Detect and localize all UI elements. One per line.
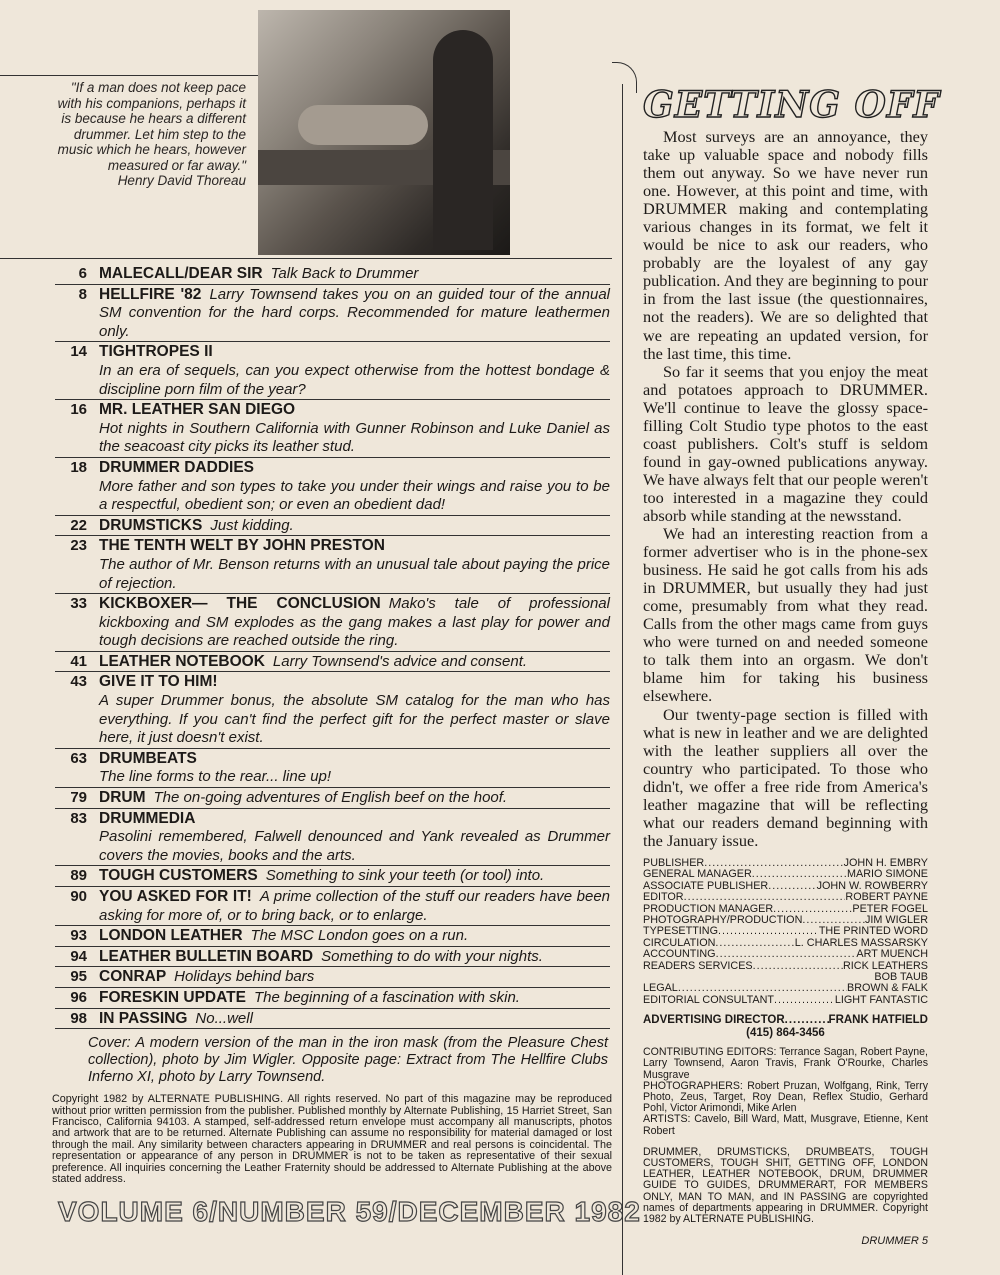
toc-title: GIVE IT TO HIM! — [99, 673, 218, 691]
toc-description: A super Drummer bonus, the absolute SM catalog for the man who has everything. If you can't find the perfect gift for the perfect master or slave here, it just doesn't exist. — [99, 692, 610, 747]
article-paragraph: We had an interesting reaction from a former advertiser who is in the phone-sex business. He said he got calls from his ads in DRUMMER, but usually they had just come, presumably from what they read. Calls from the other mags came from guys who were turned on and needed someone to talk them into an orgasm. We don't blame him for taking his business elsewhere. — [643, 524, 928, 706]
photo-man — [433, 30, 493, 250]
advertising-role: ADVERTISING DIRECTOR — [643, 1014, 785, 1027]
toc-entry — [55, 750, 610, 788]
toc-entry-body — [99, 750, 610, 787]
toc-description: The author of Mr. Benson returns with an unusual tale about paying the price of rejection. — [99, 555, 610, 592]
toc-description: More father and son types to take you under their wings and raise you to be a respectful, obedient son; or even an obedient dad! — [99, 477, 610, 514]
toc-description: Just kidding. — [210, 516, 294, 534]
article-paragraph: Our twenty-page section is filled with what is new in leather and we are delighted with the leather suppliers all over the country who participated. To those who didn't, we offer a free ride from America's leather magazine that will be reflecting what our readers demand beginning with the January issue. — [643, 704, 928, 850]
toc-entry-body — [99, 948, 610, 967]
toc-description: A prime collection of the stuff our readers have been asking for more of, or to bring back, or to enlarge. — [99, 888, 610, 924]
toc-title: KICKBOXER— THE CONCLUSION — [99, 595, 381, 613]
table-of-contents — [55, 265, 610, 1029]
toc-description: Mako's tale of professional kickboxing and SM explodes as the gang makes a last play for power and tough decisions are reached outside the ring. — [99, 595, 610, 650]
toc-entry-body — [99, 1010, 610, 1029]
dot-leader — [785, 1014, 829, 1027]
toc-page-number: 79 — [70, 789, 87, 807]
toc-page-number: 98 — [70, 1009, 87, 1027]
toc-entry — [55, 265, 610, 285]
toc-entry-body — [99, 286, 610, 342]
copyright-notice: Copyright 1982 by ALTERNATE PUBLISHING. All rights reserved. No part of this magazine may be reproduced without prior written permission from the publisher. Published monthly by Alternate Publishing, 15 Harriet Street, San Francisco, California 94103. A stamped, self-addressed return envelope must accompany all manuscripts, photos and artwork that are to be returned. Alternate Publishing can assume no responsibility for material damaged or lost through the mail. Any similarity between characters appearing in DRUMMER and real persons is coincidental. The representation or appearance of any person in DRUMMER is not to be taken as representative of their sexual preference. All inquiries concerning the Leather Fraternity should be addressed to Alternate Publishing at the above stated address. — [52, 1093, 612, 1185]
article-headline: GETTING OFF — [643, 84, 940, 126]
toc-entry-body — [99, 810, 610, 866]
toc-entry-body — [99, 517, 610, 536]
toc-page-number: 94 — [70, 947, 87, 965]
masthead-role: CIRCULATION — [643, 936, 716, 949]
toc-entry-body — [99, 673, 610, 747]
toc-entry — [55, 810, 610, 867]
toc-title: LEATHER NOTEBOOK — [99, 652, 265, 670]
toc-entry — [55, 927, 610, 947]
toc-entry — [55, 989, 610, 1009]
toc-entry-body — [99, 459, 610, 515]
toc-page-number: 23 — [70, 537, 87, 555]
toc-description: Pasolini remembered, Falwell denounced and Yank revealed as Drummer covers the movies, books and the arts. — [99, 828, 610, 864]
right-column — [622, 84, 948, 1275]
contributors — [643, 1047, 928, 1137]
toc-page-number: 18 — [70, 458, 87, 476]
contributor-list: ARTISTS: Cavelo, Bill Ward, Matt, Musgrave, Etienne, Kent Robert — [643, 1113, 928, 1137]
toc-description: Something to sink your teeth (or tool) into. — [265, 867, 545, 885]
toc-title: LEATHER BULLETIN BOARD — [99, 947, 314, 965]
toc-title: CONRAP — [99, 968, 167, 986]
masthead-role: LEGAL — [643, 982, 678, 995]
toc-entry-body — [99, 653, 610, 672]
toc-page-number: 90 — [70, 888, 87, 905]
toc-entry-body — [99, 265, 610, 284]
toc-entry — [55, 401, 610, 458]
toc-description: Talk Back to Drummer — [270, 265, 419, 282]
toc-page-number: 83 — [70, 809, 87, 827]
toc-page-number: 22 — [70, 516, 87, 534]
advertising-phone: (415) 864-3456 — [746, 1026, 825, 1039]
dot-leader — [718, 926, 819, 937]
masthead-row — [643, 926, 928, 937]
masthead-role: EDITOR — [643, 891, 684, 904]
toc-description: Something to do with your nights. — [321, 947, 543, 965]
masthead-row — [643, 949, 928, 960]
toc-page-number: 14 — [70, 343, 87, 361]
toc-page-number: 43 — [70, 673, 87, 691]
toc-entry — [55, 948, 610, 968]
toc-title: MR. LEATHER SAN DIEGO — [99, 401, 296, 419]
advertising-name: FRANK HATFIELD — [828, 1014, 928, 1027]
toc-description: Larry Townsend's advice and consent. — [272, 652, 528, 670]
toc-page-number: 16 — [70, 401, 87, 419]
toc-entry — [55, 867, 610, 887]
masthead-name: ROBERT PAYNE — [845, 891, 928, 904]
toc-entry-body — [99, 968, 610, 987]
dot-leader — [768, 881, 816, 892]
article-paragraph: So far it seems that you enjoy the meat and potatoes approach to DRUMMER. We'll continue to leave the glossy space-filling Colt Studio type photos to the east coast publishers. Colt's stuff is seldom found in gay-owned publications anyway. We have always felt that our people weren't too interested in a magazine they could absorb while standing at the newsstand. — [643, 361, 928, 525]
toc-entry-body — [99, 927, 610, 946]
toc-page-number: 96 — [70, 988, 87, 1006]
masthead-name: JOHN W. ROWBERRY — [816, 879, 928, 892]
dot-leader — [716, 949, 857, 960]
contents-header — [0, 0, 612, 259]
toc-entry-body — [99, 789, 610, 808]
masthead-name: LIGHT FANTASTIC — [834, 993, 928, 1006]
toc-title: DRUMMER DADDIES — [99, 458, 254, 476]
toc-description: The on-going adventures of English beef on the hoof. — [153, 789, 508, 807]
masthead-name: MARIO SIMONE — [847, 868, 928, 881]
toc-page-number: 41 — [70, 652, 87, 670]
toc-description: The line forms to the rear... line up! — [99, 768, 332, 786]
masthead-name: PETER FOGEL — [852, 902, 928, 915]
toc-title: MALECALL/DEAR SIR — [99, 265, 263, 282]
epigraph-text: "If a man does not keep pace with his companions, perhaps it is because he hears a different drummer. Let him step to the music which he hears, however measured or far away." — [57, 80, 246, 173]
toc-title: TIGHTROPES II — [99, 343, 213, 361]
toc-entry-body — [99, 595, 610, 651]
toc-entry-body — [99, 989, 610, 1008]
department-credits: DRUMMER, DRUMSTICKS, DRUMBEATS, TOUGH CUSTOMERS, TOUGH SHIT, GETTING OFF, LONDON LEATHER, LEATHER NOTEBOOK, DRUM, DRUMMER GUIDE TO GUIDES, DRUMMERART, FOR MEMBERS ONLY, MAN TO MAN, and IN PASSING are copyrighted names of departments appearing in DRUMMER. Copyright 1982 by ALTERNATE PUBLISHING. — [643, 1145, 928, 1225]
masthead-role: TYPESETTING — [643, 925, 718, 938]
toc-page-number: 89 — [70, 867, 87, 885]
masthead-name: JIM WIGLER — [865, 913, 928, 926]
toc-title: DRUMMEDIA — [99, 809, 196, 827]
masthead-role: ACCOUNTING — [643, 948, 716, 961]
photo — [258, 10, 510, 255]
article-body — [643, 128, 928, 850]
cover-note: Cover: A modern version of the man in the iron mask (from the Pleasure Chest collection), photo by Jim Wigler. Opposite page: Extract from The Hellfire Clubs Inferno XI, photo by Larry Townsend. — [88, 1035, 608, 1086]
toc-page-number: 33 — [70, 595, 87, 613]
toc-page-number: 63 — [70, 749, 87, 767]
contributor-list: PHOTOGRAPHERS: Robert Pruzan, Wolfgang, Rink, Terry Photo, Zeus, Target, Roy Dean, Reflex Studio, Gerhard Pohl, Victor Arimondi, Mike Arlen — [643, 1079, 928, 1115]
toc-entry-body — [99, 867, 610, 886]
page-folio: DRUMMER 5 — [861, 1235, 928, 1248]
article-paragraph: Most surveys are an annoyance, they take up valuable space and nobody fills them out anyway. So we have never run one. However, at this point and time, with DRUMMER making and contemplating various changes in its format, we felt it would be nice to ask our readers, who probably are the loyalest of any gay publication. And they are beginning to pour in from the last issue (the questionnaires, not the readers). We are so delighted that we are repeating an updated version, for the last time, this time. — [643, 127, 928, 363]
toc-title: DRUMSTICKS — [99, 516, 203, 534]
masthead-name: L. CHARLES MASSARSKY — [794, 936, 928, 949]
masthead-role: EDITORIAL CONSULTANT — [643, 993, 774, 1006]
volume-line: VOLUME 6/NUMBER 59/DECEMBER 1982 — [58, 1196, 641, 1228]
toc-description: Holidays behind bars — [174, 968, 315, 986]
dot-leader — [752, 869, 847, 880]
masthead-name: RICK LEATHERS — [843, 959, 928, 972]
toc-entry — [55, 343, 610, 400]
toc-description: Larry Townsend takes you on an guided tour of the annual SM convention for the hard corps. Recommended for mature leathermen only. — [99, 285, 610, 340]
dot-leader — [715, 938, 794, 949]
toc-title: HELLFIRE '82 — [99, 285, 202, 303]
masthead-name: THE PRINTED WORD — [818, 925, 928, 938]
toc-entry-body — [99, 343, 610, 399]
toc-entry — [55, 789, 610, 809]
toc-title: TOUGH CUSTOMERS — [99, 867, 258, 885]
toc-title: DRUM — [99, 789, 146, 807]
toc-page-number: 8 — [78, 285, 87, 303]
toc-description: The MSC London goes on a run. — [250, 927, 469, 945]
masthead-role: ASSOCIATE PUBLISHER — [643, 879, 769, 892]
toc-description: The beginning of a fascination with skin. — [253, 988, 520, 1006]
masthead-name: JOHN H. EMBRY — [843, 856, 928, 869]
masthead-role: PRODUCTION MANAGER — [643, 902, 774, 915]
masthead-row — [643, 892, 928, 903]
toc-entry — [55, 459, 610, 516]
toc-title: FORESKIN UPDATE — [99, 988, 246, 1006]
toc-title: THE TENTH WELT BY JOHN PRESTON — [99, 537, 385, 555]
toc-title: LONDON LEATHER — [99, 927, 243, 945]
masthead-name: ART MUENCH — [856, 948, 928, 961]
toc-entry — [55, 653, 610, 673]
masthead-role: GENERAL MANAGER — [643, 868, 752, 881]
toc-entry — [55, 537, 610, 594]
epigraph-author: Henry David Thoreau — [117, 173, 246, 188]
masthead — [643, 858, 928, 1039]
toc-entry-body — [99, 401, 610, 457]
toc-description: Hot nights in Southern California with Gunner Robinson and Luke Daniel as the seacoast city picks its leather stud. — [99, 419, 610, 456]
toc-title: DRUMBEATS — [99, 749, 197, 767]
toc-entry — [55, 968, 610, 988]
dot-leader — [684, 892, 846, 903]
masthead-name: BOB TAUB — [874, 970, 928, 983]
dot-leader — [753, 961, 843, 972]
masthead-row — [643, 995, 928, 1006]
masthead-role: READERS SERVICES — [643, 959, 753, 972]
toc-entry — [55, 888, 610, 926]
masthead-name: BROWN & FALK — [847, 982, 928, 995]
toc-entry — [55, 286, 610, 343]
toc-page-number: 93 — [70, 927, 87, 945]
toc-entry — [55, 517, 610, 537]
contributor-list: CONTRIBUTING EDITORS: Terrance Sagan, Robert Payne, Larry Townsend, Aaron Travis, Frank O'Rourke, Charles Musgrave — [643, 1046, 928, 1081]
toc-entry — [55, 1010, 610, 1030]
toc-description: In an era of sequels, can you expect otherwise from the hottest bondage & discipline porn film of the year? — [99, 361, 610, 398]
divider — [0, 75, 258, 76]
advertising-row — [643, 1014, 928, 1027]
epigraph — [56, 80, 246, 189]
toc-description: No...well — [195, 1009, 253, 1027]
masthead-row — [643, 869, 928, 880]
toc-page-number: 95 — [70, 968, 87, 986]
toc-entry — [55, 673, 610, 748]
toc-entry-body — [99, 537, 610, 593]
toc-entry — [55, 595, 610, 652]
toc-entry-body — [99, 888, 610, 925]
masthead-role: PUBLISHER — [643, 856, 705, 869]
toc-title: IN PASSING — [99, 1009, 188, 1027]
photo-figure — [298, 105, 428, 145]
toc-title: YOU ASKED FOR IT! — [99, 888, 252, 905]
masthead-role: PHOTOGRAPHY/PRODUCTION — [643, 913, 803, 926]
toc-page-number: 6 — [78, 265, 87, 282]
dot-leader — [774, 995, 835, 1006]
